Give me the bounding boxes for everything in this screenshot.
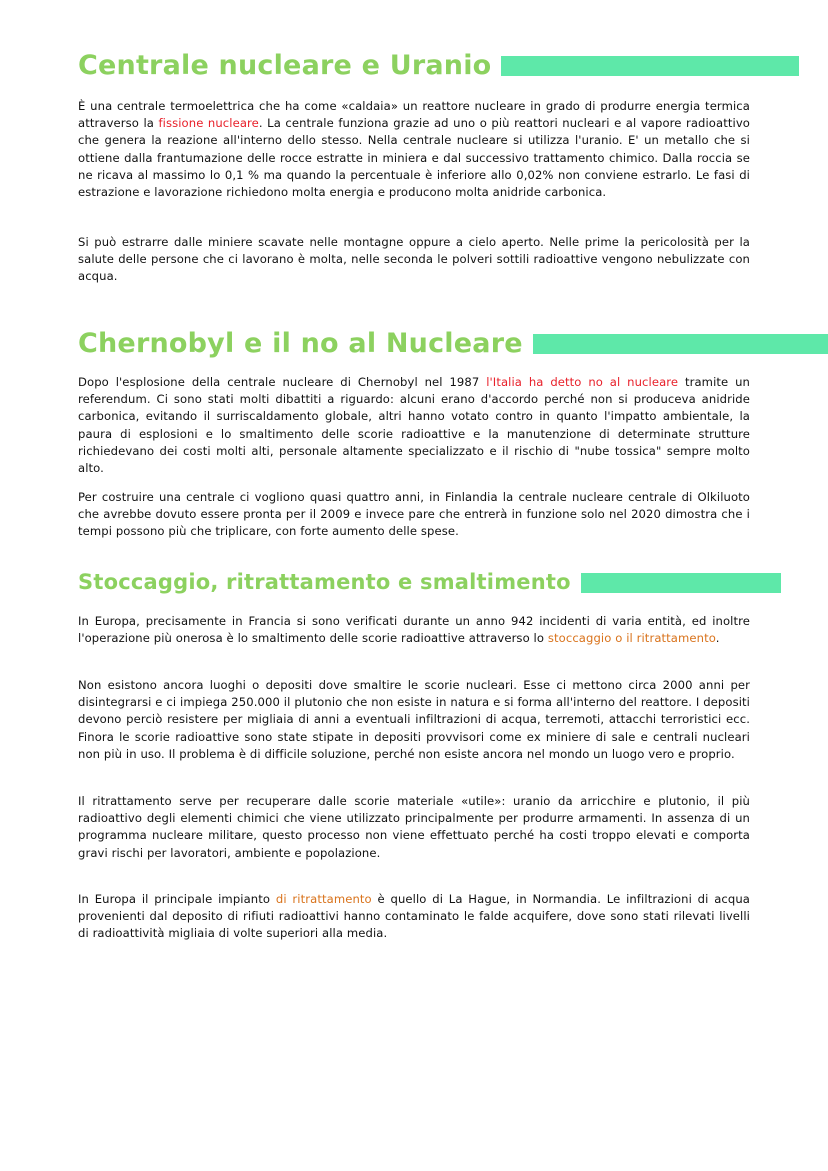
section-title: Chernobyl e il no al Nucleare: [78, 328, 523, 359]
section-heading-uranio: [78, 52, 799, 79]
section-heading-chernobyl: [78, 330, 828, 357]
highlighted-term: di ritrattamento: [275, 892, 372, 906]
paragraph: Per costruire una centrale ci vogliono quasi quattro anni, in Finlandia la centrale nucleare centrale di Olkiluoto che avrebbe dovuto essere pronta per il 2009 e invece pare che entrerà in funzione solo nel 2020 dimostra che i tempi possono più che triplicare, con forte aumento delle spese.: [78, 490, 750, 539]
paragraph: Non esistono ancora luoghi o depositi dove smaltire le scorie nucleari. Esse ci mettono circa 2000 anni per disintegrarsi e ci impiega 250.000 il plutonio che non esiste in natura e si forma all'interno del reattore. I depositi devono perciò resistere per migliaia di anni a eventuali infiltrazioni di acqua, terremoti, attacchi terroristici ecc. Finora le scorie radioattive sono state stipate in depositi provvisori come ex miniere di sale e centrali nucleari non più in uso. Il problema è di difficile soluzione, perché non esiste ancora nel mondo un luogo vero e proprio.: [78, 678, 750, 761]
section-title: Stoccaggio, ritrattamento e smaltimento: [78, 570, 571, 594]
highlighted-term: stoccaggio o il ritrattamento: [547, 631, 716, 646]
paragraph: Il ritrattamento serve per recuperare dalle scorie materiale «utile»: uranio da arricchire e plutonio, il più radioattivo degli elementi chimici che viene utilizzato principalmente per produrre armamenti. In assenza di un programma nucleare militare, questo processo non viene effettuato perché ha costi troppo elevati e comporta gravi rischi per lavoratori, ambiente e popolazione.: [78, 794, 750, 860]
paragraph: Si può estrarre dalle miniere scavate nelle montagne oppure a cielo aperto. Nelle prime la pericolosità per la salute delle persone che ci lavorano è molta, nelle seconda le polveri sottili radioattive vengono nebulizzate con acqua.: [78, 235, 750, 284]
highlighted-term: l'Italia ha detto no al nucleare: [486, 375, 679, 389]
paragraph: Dopo l'esplosione della centrale nucleare di Chernobyl nel 1987 l'Italia ha detto no al nucleare tramite un referendum. Ci sono stati molti dibattiti a riguardo: alcuni erano d'accordo perché non si produceva anidride carbonica, evitando il surriscaldamento globale, altri hanno votato contro in quanto l'impatto ambientale, la paura di esplosioni e lo smaltimento delle scorie radioattive e la manutenzione di determinate strutture richiedevano dei costi molti alti, personale altamente specializzato e il rischio di "nube tossica" sempre molto alto.: [78, 375, 751, 476]
paragraph: In Europa il principale impianto di ritrattamento è quello di La Hague, in Normandia. Le infiltrazioni di acqua provenienti dal deposito di rifiuti radioattivi hanno contaminato le falde acquifere, dove sono stati rilevati livelli di radioattività migliaia di volte superiori alla media.: [78, 892, 750, 941]
section-title: Centrale nucleare e Uranio: [78, 50, 492, 81]
highlighted-term: fissione nucleare: [158, 116, 259, 131]
section-heading-stoccaggio: [78, 572, 781, 593]
paragraph: In Europa, precisamente in Francia si sono verificati durante un anno 942 incidenti di varia entità, ed inoltre l'operazione più onerosa è lo smaltimento delle scorie radioattive attraverso lo stoccaggio o il ritrattamento.: [78, 614, 750, 646]
heading-highlight-bar: [533, 334, 828, 354]
heading-highlight-bar: [581, 573, 781, 593]
paragraph: È una centrale termoelettrica che ha come «caldaia» un reattore nucleare in grado di produrre energia termica attraverso la fissione nucleare. La centrale funziona grazie ad uno o più reattori nucleari e al vapore radioattivo che genera la reazione all'interno dello stesso. Nella centrale nucleare si utilizza l'uranio. E' un metallo che si ottiene dalla frantumazione delle rocce estratte in miniera e dal successivo trattamento chimico. Dalla roccia se ne ricava al massimo lo 0,1 % ma quando la percentuale è inferiore allo 0,02% non conviene estrarlo. Le fasi di estrazione e lavorazione richiedono molta energia e producono molta anidride carbonica.: [78, 99, 750, 200]
heading-highlight-bar: [501, 56, 799, 76]
